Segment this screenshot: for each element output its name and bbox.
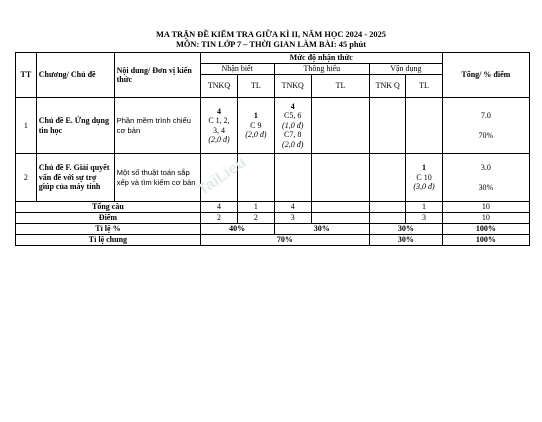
tongcau-nb-tl: 1 [238, 202, 274, 213]
row1-th-tnkq-p1: (1,0 đ) [282, 120, 304, 130]
tilechung-label: Tỉ lệ chung [16, 235, 201, 246]
header-th-tl: TL [311, 75, 369, 98]
header-vandung: Vận dụng [370, 64, 443, 75]
row1-nb-tl [238, 98, 274, 154]
tile-vd: 30% [370, 224, 443, 235]
diem-vd-tl: 3 [406, 213, 442, 224]
row1-nb-tnkq-points: (2,0 đ) [208, 135, 230, 144]
row1-th-tnkq-q2: C7, 8 [284, 130, 302, 140]
table-row [16, 235, 530, 246]
row1-tong [442, 98, 529, 154]
diem-tong: 10 [442, 213, 529, 224]
row2-tong-pct: 30% [478, 182, 494, 192]
row2-chude: Chủ đề F. Giải quyết vấn đề với sự trợ giúp của máy tính [36, 154, 114, 202]
tongcau-th-tl [311, 202, 369, 213]
row1-th-tnkq-p2: (2,0 đ) [282, 139, 304, 149]
row2-vd-tl-count: 1 [422, 163, 427, 173]
document-title: MA TRẬN ĐỀ KIỂM TRA GIỮA KÌ II, NĂM HỌC 2024 - 2025 [156, 30, 386, 39]
header-th-tnkq: TNKQ [274, 75, 311, 98]
row1-tong-diem: 7.0 [480, 111, 491, 120]
row1-nb-tnkq-q2: 3, 4 [213, 125, 225, 135]
table-row [16, 202, 530, 213]
table-row [16, 224, 530, 235]
diem-nb-tl: 2 [238, 213, 274, 224]
table-row [16, 98, 530, 154]
diem-label: Điểm [16, 213, 201, 224]
document-subtitle: MÔN: TIN LỚP 7 – THỜI GIAN LÀM BÀI: 45 phút [175, 40, 366, 49]
row2-nb-tnkq [200, 154, 237, 202]
row1-th-tnkq-count: 4 [290, 101, 295, 111]
header-noidung: Nội dung/ Đơn vị kiến thức [114, 53, 200, 98]
tile-nb: 40% [200, 224, 274, 235]
tilechung-vd: 30% [370, 235, 443, 246]
tile-label: Tỉ lệ % [16, 224, 201, 235]
row1-th-tl [311, 98, 369, 154]
tongcau-nb-tnkq: 4 [200, 202, 237, 213]
row1-nb-tl-points: (2,0 đ) [245, 130, 267, 140]
row2-noidung: Một số thuật toán sắp xếp và tìm kiếm cơ bản [114, 154, 200, 202]
row1-vd-tnkq [370, 98, 406, 154]
header-thonghieu: Thông hiểu [274, 64, 370, 75]
row2-th-tl [311, 154, 369, 202]
diem-vd-tnkq [370, 213, 406, 224]
row2-tong-diem: 3.0 [480, 163, 491, 172]
row1-chude: Chủ đề E. Ứng dụng tin học [36, 98, 114, 154]
tilechung-tong: 100% [442, 235, 529, 246]
row2-th-tnkq [274, 154, 311, 202]
row1-nb-tnkq [200, 98, 237, 154]
row1-vd-tl [406, 98, 442, 154]
tilechung-nbth: 70% [200, 235, 369, 246]
table-row [16, 213, 530, 224]
tongcau-label: Tổng câu [16, 202, 201, 213]
row1-tong-pct: 70% [478, 130, 494, 140]
header-nb-tnkq: TNKQ [200, 75, 237, 98]
row2-vd-tl-q: C 10 [416, 172, 432, 182]
matrix-table [15, 52, 530, 246]
row2-vd-tl-points: (3,0 đ) [413, 182, 435, 192]
tongcau-vd-tl: 1 [406, 202, 442, 213]
row2-vd-tnkq [370, 154, 406, 202]
diem-th-tnkq: 3 [274, 213, 311, 224]
row1-th-tnkq-q1: C5, 6 [284, 111, 302, 121]
table-row [16, 154, 530, 202]
row1-nb-tnkq-count: 4 [217, 106, 221, 116]
row1-tt: 1 [16, 98, 37, 154]
row1-nb-tl-count: 1 [253, 111, 258, 121]
row1-th-tnkq [274, 98, 311, 154]
diem-th-tl [311, 213, 369, 224]
tile-th: 30% [274, 224, 370, 235]
row2-nb-tl [238, 154, 274, 202]
header-vd-tnkq: TNK Q [370, 75, 406, 98]
tongcau-vd-tnkq [370, 202, 406, 213]
header-nb-tl: TL [238, 75, 274, 98]
header-nhanbiet: Nhận biết [200, 64, 274, 75]
row1-noidung: Phần mềm trình chiếu cơ bản [114, 98, 200, 154]
row2-tong [442, 154, 529, 202]
header-vd-tl: TL [406, 75, 442, 98]
row2-vd-tl [406, 154, 442, 202]
row1-nb-tl-q: C 9 [250, 120, 262, 130]
watermark: TaiLieu [194, 153, 250, 200]
header-chuong: Chương/ Chủ đề [36, 53, 114, 98]
header-tong: Tổng/ % điểm [442, 53, 529, 98]
tile-tong: 100% [442, 224, 529, 235]
row2-tt: 2 [16, 154, 37, 202]
row1-nb-tnkq-q1: C 1, 2, [208, 116, 230, 125]
header-mucdo: Mức độ nhận thức [200, 53, 442, 64]
tongcau-th-tnkq: 4 [274, 202, 311, 213]
tongcau-tong: 10 [442, 202, 529, 213]
diem-nb-tnkq: 2 [200, 213, 237, 224]
header-tt: TT [16, 53, 37, 98]
